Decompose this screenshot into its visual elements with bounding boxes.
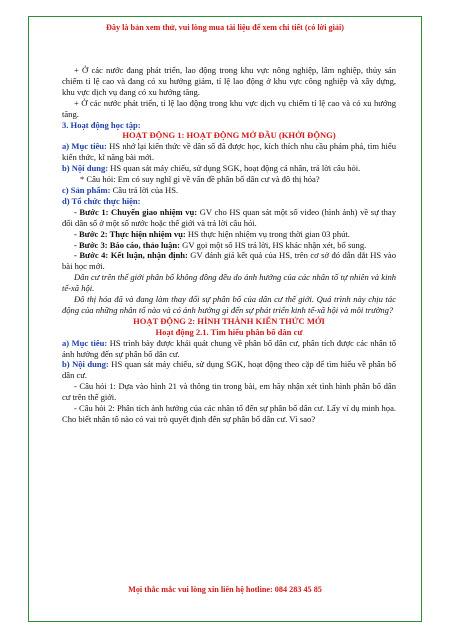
product-paragraph bbox=[62, 185, 396, 196]
intro-paragraph-1: + Ở các nước đang phát triển, lao động trong khu vực nông nghiệp, lâm nghiệp, thủy sản chiếm tỉ lệ cao và đang có xu hướng giảm, tỉ lệ lao động ở khu vực công nghiệp và xây dựng, khu vực dịch vụ đang có xu hướng tăng. bbox=[62, 65, 396, 97]
content-paragraph-2 bbox=[62, 359, 396, 381]
hotline-banner: Mọi thắc mắc vui lòng xin liên hệ hotline: 084 283 45 85 bbox=[128, 585, 322, 594]
step-2-label: - Bước 2: Thực hiện nhiệm vụ: bbox=[74, 228, 186, 239]
goal-text-2: HS trình bày được khái quát chung về phân bố dân cư, phân tích được các nhân tố ảnh hưởng đến sự phân bố dân cư. bbox=[62, 337, 397, 359]
content-paragraph bbox=[62, 163, 396, 174]
italic-paragraph-2: Đô thị hóa đã và đang làm thay đổi sự phân bố của dân cư thế giới. Quá trình này chịu tác động của những nhân tố nào và có ảnh hưởng gì đến sự phát triển kinh tế-xã hội và môi trường? bbox=[62, 294, 396, 315]
goal-label-2: a) Mục tiêu: bbox=[62, 337, 108, 348]
goal-text: HS nhớ lại kiến thức về dân số đã được học, kích thích nhu cầu phám phá, tìm hiểu kiến thức, kĩ năng bài mới. bbox=[62, 141, 396, 163]
step-1-text: GV cho HS quan sát một số video (hình ảnh) về sự thay đổi dân số ở một số nước hoặc thế giới và trả lời câu hỏi. bbox=[62, 206, 396, 228]
content-text-2: HS quan sát máy chiếu, sử dụng SGK, hoạt động theo cặp để tìm hiểu về phân bố dân cư. bbox=[62, 359, 397, 381]
step-1-label: - Bước 1: Chuyển giao nhiệm vụ: bbox=[74, 206, 198, 217]
step-2-text: HS thực hiện nhiệm vụ trong thời gian 03 phút. bbox=[185, 228, 350, 239]
activity-2-1-subtitle: Hoạt động 2.1. Tìm hiểu phân bố dân cư bbox=[155, 326, 303, 337]
question-2: - Câu hỏi 2: Phân tích ảnh hưởng của các nhân tố đến sự phân bố dân cư. Lấy ví dụ minh họa. Cho biết nhân tố nào có vai trò quyết định đến sự phân bố dân cư. Vì sao? bbox=[62, 403, 396, 424]
step-4-text: GV đánh giá kết quả của HS, trên cơ sở đó dẫn dắt HS vào bài học mới. bbox=[62, 250, 396, 272]
intro-paragraph-2: + Ở các nước phát triển, tỉ lệ lao động trong khu vực dịch vụ chiếm tỉ lệ cao và có xu hướng tăng. bbox=[62, 97, 396, 119]
step-3-text: GV gọi một số HS trả lời, HS khác nhận xét, bổ sung. bbox=[180, 239, 367, 250]
content-label: b) Nội dung: bbox=[62, 163, 109, 174]
section-heading: 3. Hoạt động học tập: bbox=[62, 119, 141, 130]
preview-banner: Đây là bản xem thử, vui lòng mua tài liệu để xem chi tiết (có lời giải) bbox=[105, 23, 344, 32]
step-4 bbox=[62, 250, 396, 272]
step-2 bbox=[62, 229, 396, 240]
activity-1-title: HOẠT ĐỘNG 1: HOẠT ĐỘNG MỞ ĐẦU (KHỞI ĐỘNG) bbox=[122, 130, 336, 141]
question-1: - Câu hỏi 1: Dựa vào hình 21 và thông tin trong bài, em hãy nhận xét tình hình phân bố dân cư trên thế giới. bbox=[62, 381, 396, 403]
step-1 bbox=[62, 207, 396, 229]
content-label-2: b) Nội dung: bbox=[62, 359, 109, 370]
organization-heading: d) Tổ chức thực hiện: bbox=[62, 195, 141, 206]
product-text: Câu trả lời của HS. bbox=[110, 184, 179, 195]
goal-label: a) Mục tiêu: bbox=[62, 141, 107, 152]
goal-paragraph bbox=[62, 141, 396, 163]
document-body bbox=[62, 65, 396, 425]
step-4-label: - Bước 4: Kết luận, nhận định: bbox=[74, 250, 188, 261]
product-label: c) Sản phẩm: bbox=[62, 184, 111, 195]
content-text: HS quan sát máy chiếu, sử dụng SGK, hoạt động cá nhân, trả lời câu hỏi. bbox=[108, 163, 361, 174]
step-3-label: - Bước 3: Báo cáo, thảo luận: bbox=[74, 239, 181, 250]
italic-paragraph-1: Dân cư trên thế giới phân bố không đồng đều do ảnh hưởng của các nhân tố tự nhiên và kinh tế-xã hội. bbox=[62, 272, 396, 294]
activity-2-title: HOẠT ĐỘNG 2: HÌNH THÀNH KIẾN THỨC MỚI bbox=[133, 315, 325, 326]
question-line: * Câu hỏi: Em có suy nghĩ gì về vấn đề phân bố dân cư và đô thị hóa? bbox=[80, 174, 320, 185]
goal-paragraph-2 bbox=[62, 338, 396, 360]
step-3 bbox=[62, 240, 396, 251]
